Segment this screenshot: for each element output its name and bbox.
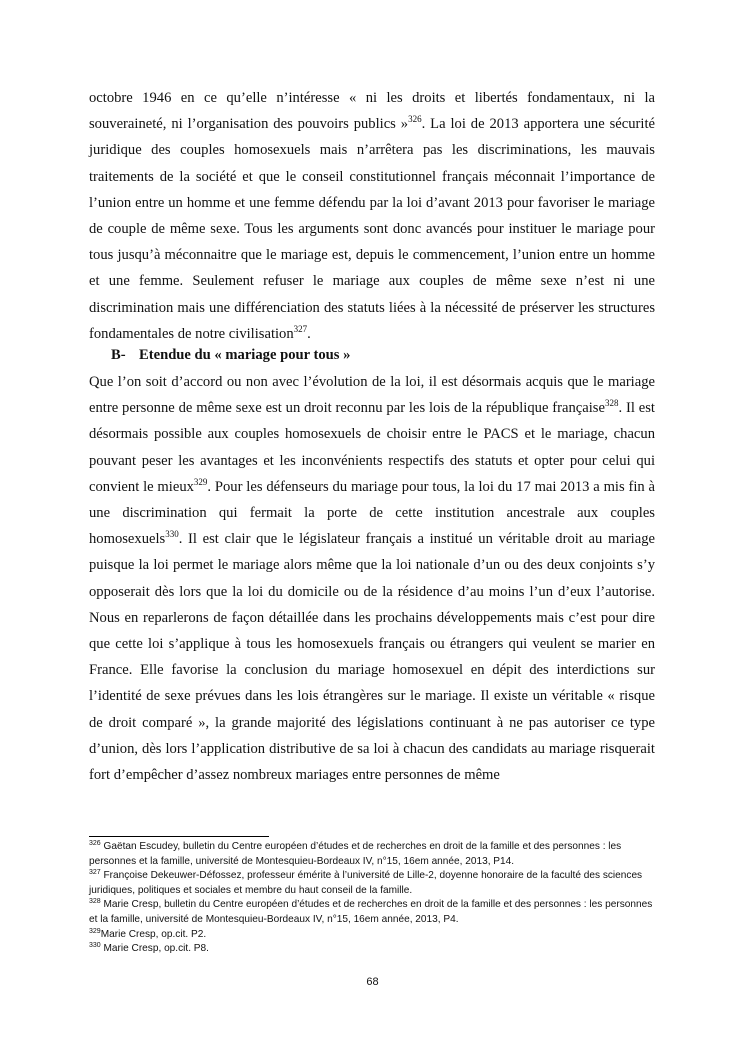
footnote-text: Françoise Dekeuwer-Défossez, professeur émérite à l’université de Lille-2, doyenne honoraire de la faculté des sciences juridiques, politiques et sociales et membre du haut conseil de la famille. (89, 870, 643, 896)
section-heading (111, 343, 350, 367)
footnote-ref-326[interactable]: 326 (408, 114, 422, 125)
footnote-marker: 329 (89, 927, 101, 935)
footnote-marker: 327 (89, 869, 101, 877)
section-title: Etendue du « mariage pour tous » (139, 347, 351, 363)
paragraph-2-text-d: . Il est clair que le législateur français a institué un véritable droit au mariage puisque la loi permet le mariage alors même que la loi nationale d’un ou des deux conjoints s’y opposerait dès lors que la loi du domicile ou de la résidence d’au moins l’un d’eux l’autorise. Nous en reparlerons de façon détaillée dans les prochains développements mais c’est pour dire que cette loi s’applique à tous les homosexuels français ou étrangers qui veulent se marier en France. Elle favorise la conclusion du mariage homosexuel en dépit des interdictions sur l’identité de sexe prévues dans les lois étrangères sur le mariage. Il existe un véritable « risque de droit comparé », la grande majorité des législations continuant à ne pas autoriser ce type d’union, dès lors l’application distributive de sa loi à chacun des candidats au mariage risquerait fort d’empêcher d’assez nombreux mariages entre personnes de même (89, 531, 655, 784)
footnote-text: Gaëtan Escudey, bulletin du Centre européen d’études et de recherches en droit de la famille et des personnes : les personnes et la famille, université de Montesquieu-Bordeaux IV, n°15, 16em année, 2013, P14. (89, 841, 622, 867)
page-number: 68 (366, 976, 379, 988)
paragraph-2-text-c: . Pour les défenseurs du mariage pour tous, la loi du 17 mai 2013 a mis fin à une discrimination qui fermait la porte de cette institution ancestrale aux couples homosexuels (89, 478, 656, 548)
footnote-329 (89, 928, 659, 943)
footnotes (89, 840, 659, 957)
footnote-ref-327[interactable]: 327 (293, 323, 308, 334)
footnote-text: Marie Cresp, op.cit. P8. (100, 943, 209, 955)
footnote-ref-329[interactable]: 329 (193, 476, 208, 487)
footnote-327 (89, 869, 659, 898)
footnote-separator (89, 836, 269, 837)
paragraph-1-text-b: . La loi de 2013 apportera une sécurité juridique des couples homosexuels mais n’arrêtera pas les discriminations, les mauvais traitements de la société et que le conseil constitutionnel français méconnait l’importance de l’union entre un homme et une femme défendu par la loi d’avant 2013 pour favoriser le mariage de couple de même sexe. Tous les arguments sont donc avancés pour instituer le mariage pour tous jusqu’à méconnaitre que le mariage est, depuis le commencement, l’union entre un homme et une femme. Seulement refuser le mariage aux couples de même sexe n’est ni une discrimination mais une différenciation des statuts liées à la nécessité de préserver les structures fondamentales de notre civilisation (89, 116, 655, 342)
footnote-326 (89, 840, 659, 869)
footnote-330 (89, 942, 659, 957)
footnote-text: Marie Cresp, bulletin du Centre européen d’études et de recherches en droit de la famille et des personnes : les personnes et la famille, université de Montesquieu-Bordeaux IV, n°15, 16em année, 2013, P4. (89, 899, 653, 925)
body-paragraph-1 (89, 85, 655, 347)
footnote-ref-328[interactable]: 328 (604, 398, 619, 409)
footnote-marker: 326 (89, 840, 101, 847)
footnote-328 (89, 898, 659, 927)
paragraph-2-text-b: . Il est désormais possible aux couples homosexuels de choisir entre le PACS et le mariage, chacun pouvant peser les avantages et les inconvénients respectifs des statuts et opter pour celui qui convient le mieux (89, 400, 655, 495)
section-number: B- (111, 347, 126, 363)
footnote-ref-330[interactable]: 330 (165, 529, 179, 540)
footnote-text: Marie Cresp, op.cit. P2. (100, 928, 207, 940)
paragraph-1-text-a: octobre 1946 en ce qu’elle n’intéresse « ni les droits et libertés fondamentaux, ni la souveraineté, ni l’organisation des pouvoirs publics » (89, 90, 655, 133)
footnote-marker: 330 (89, 942, 101, 950)
paragraph-1-text-c: . (307, 325, 311, 342)
paragraph-2-text-a: Que l’on soit d’accord ou non avec l’évolution de la loi, il est désormais acquis que le mariage entre personne de même sexe est un droit reconnu par les lois de la république française (89, 374, 655, 417)
body-paragraph-2 (89, 369, 655, 788)
footnote-marker: 328 (89, 898, 101, 906)
